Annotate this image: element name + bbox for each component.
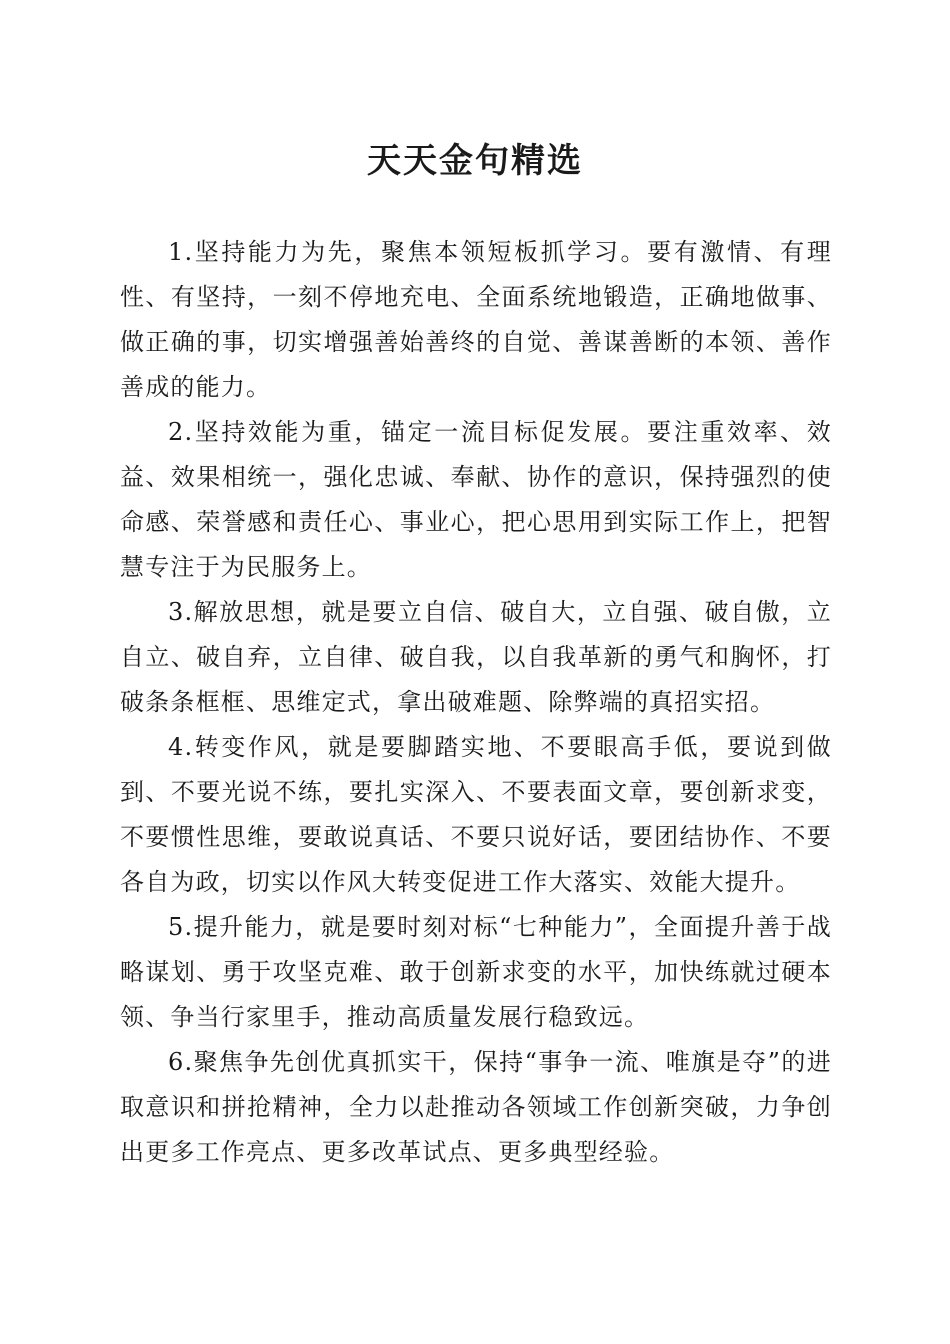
- paragraph-5: 5.提升能力，就是要时刻对标“七种能力”，全面提升善于战略谋划、勇于攻坚克难、敢于创新求变的水平，加快练就过硬本领、争当行家里手，推动高质量发展行稳致远。: [120, 913, 832, 1031]
- document-body: [120, 230, 832, 1175]
- document-title: 天天金句精选: [367, 141, 583, 181]
- paragraph-3: 3.解放思想，就是要立自信、破自大，立自强、破自傲，立自立、破自弃，立自律、破自我，以自我革新的勇气和胸怀，打破条条框框、思维定式，拿出破难题、除弊端的真招实招。: [120, 598, 832, 716]
- paragraph-1: 1.坚持能力为先，聚焦本领短板抓学习。要有激情、有理性、有坚持，一刻不停地充电、全面系统地锻造，正确地做事、做正确的事，切实增强善始善终的自觉、善谋善断的本领、善作善成的能力。: [120, 238, 832, 401]
- paragraph-2: 2.坚持效能为重，锚定一流目标促发展。要注重效率、效益、效果相统一，强化忠诚、奉献、协作的意识，保持强烈的使命感、荣誉感和责任心、事业心，把心思用到实际工作上，把智慧专注于为民服务上。: [120, 418, 832, 581]
- paragraph-6: 6.聚焦争先创优真抓实干，保持“事争一流、唯旗是夺”的进取意识和拼抢精神，全力以赴推动各领域工作创新突破，力争创出更多工作亮点、更多改革试点、更多典型经验。: [120, 1048, 832, 1166]
- paragraph-4: 4.转变作风，就是要脚踏实地、不要眼高手低，要说到做到、不要光说不练，要扎实深入、不要表面文章，要创新求变，不要惯性思维，要敢说真话、不要只说好话，要团结协作、不要各自为政，切实以作风大转变促进工作大落实、效能大提升。: [120, 733, 832, 896]
